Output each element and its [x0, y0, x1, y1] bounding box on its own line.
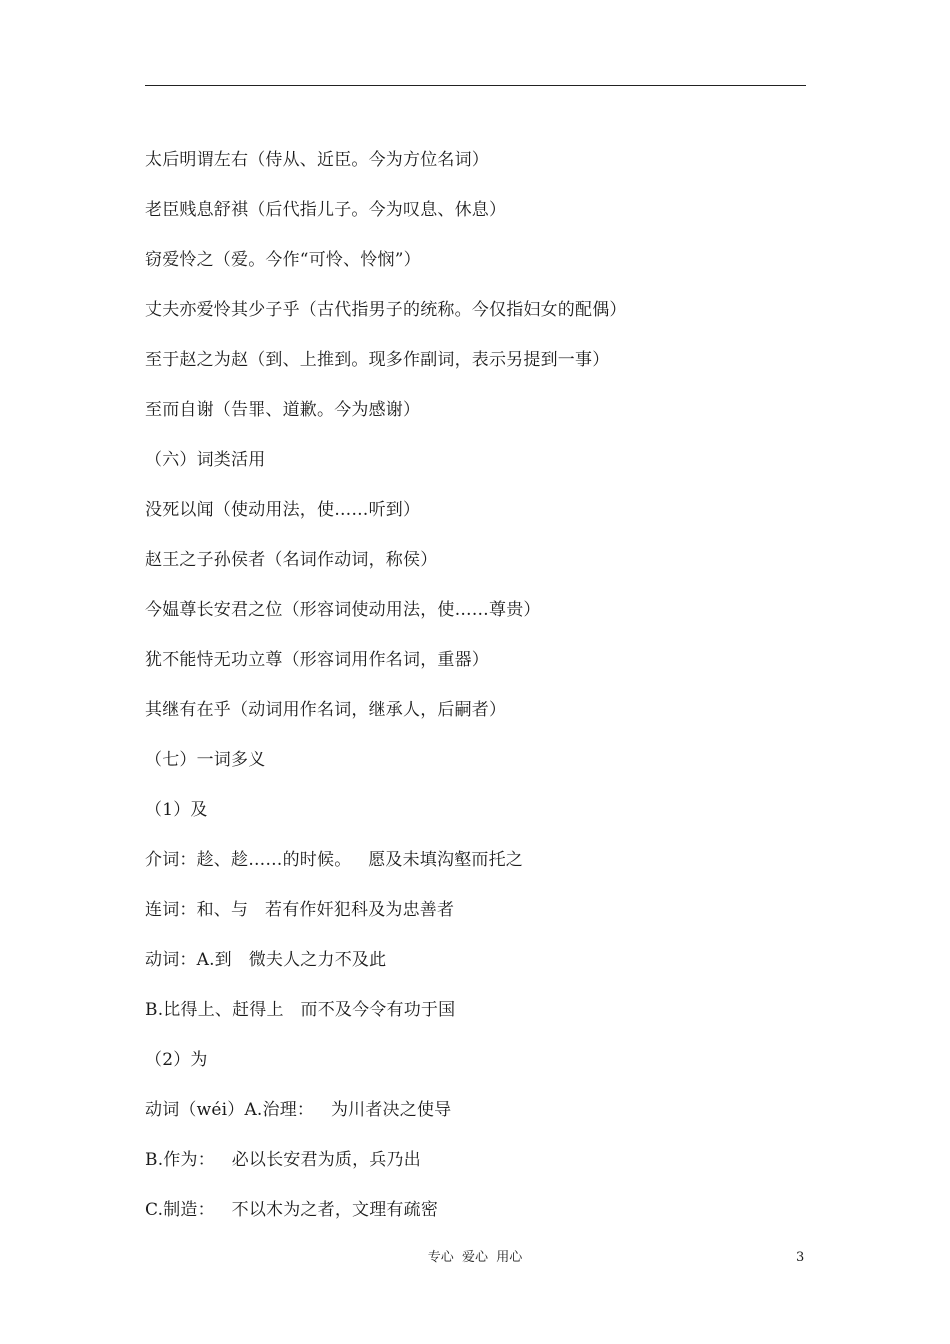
subsection-heading: （1）及 [145, 800, 208, 820]
section-heading: （七）一词多义 [145, 750, 266, 770]
text-line: 介词：趁、趁……的时候。 愿及未填沟壑而托之 [145, 850, 524, 870]
text-line: B.比得上、赶得上 而不及今令有功于国 [145, 1000, 456, 1020]
text-line: 至于赵之为赵（到、上推到。现多作副词，表示另提到一事） [145, 350, 610, 370]
text-line: 动词（wéi）A.治理： 为川者决之使导 [145, 1100, 452, 1120]
text-line: 没死以闻（使动用法，使……听到） [145, 500, 421, 520]
text-line: 老臣贱息舒祺（后代指儿子。今为叹息、休息） [145, 200, 507, 220]
text-line: 太后明谓左右（侍从、近臣。今为方位名词） [145, 150, 489, 170]
text-line: 窃爱怜之（爱。今作“可怜、怜悯”） [145, 250, 421, 270]
subsection-heading: （2）为 [145, 1050, 208, 1070]
document-body [145, 145, 806, 1245]
text-line: 今媪尊长安君之位（形容词使动用法，使……尊贵） [145, 600, 541, 620]
text-line: 至而自谢（告罪、道歉。今为感谢） [145, 400, 421, 420]
text-line: 连词：和、与 若有作奸犯科及为忠善者 [145, 900, 455, 920]
text-line: B.作为： 必以长安君为质，兵乃出 [145, 1150, 421, 1170]
text-line: C.制造： 不以木为之者，文理有疏密 [145, 1200, 439, 1220]
text-line: 其继有在乎（动词用作名词，继承人，后嗣者） [145, 700, 507, 720]
page-number: 3 [796, 1250, 805, 1265]
text-line: 动词：A.到 微夫人之力不及此 [145, 950, 387, 970]
section-heading: （六）词类活用 [145, 450, 266, 470]
header-rule [145, 85, 806, 86]
text-line: 赵王之子孙侯者（名词作动词，称侯） [145, 550, 438, 570]
text-line: 丈夫亦爱怜其少子乎（古代指男子的统称。今仅指妇女的配偶） [145, 300, 627, 320]
footer-text: 专心 爱心 用心 [427, 1250, 523, 1265]
text-line: 犹不能恃无功立尊（形容词用作名词，重器） [145, 650, 489, 670]
